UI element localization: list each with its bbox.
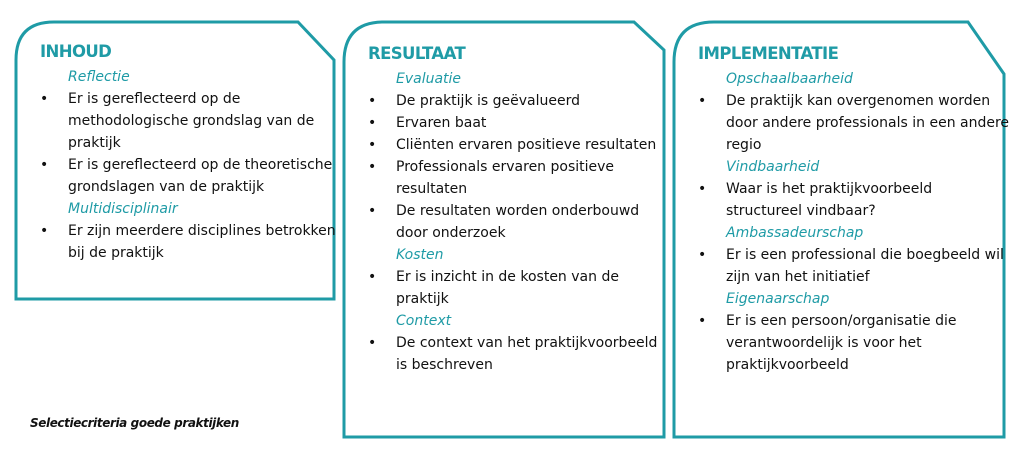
bullet-item: • Cliënten ervaren positieve resultaten <box>350 134 668 156</box>
card-inhoud <box>22 40 340 264</box>
bullet-list <box>680 90 1010 156</box>
bullet-item: • Er is inzicht in de kosten van de praktijk <box>350 266 668 310</box>
bullet-list <box>350 90 668 244</box>
bullet-item: • Er is een professional die boegbeeld wil zijn van het initiatief <box>680 244 1010 288</box>
bullet-list <box>350 332 668 376</box>
section-heading: Multidisciplinair <box>68 201 178 217</box>
card-title: IMPLEMENTATIE <box>698 44 839 63</box>
card-title: RESULTAAT <box>368 44 466 63</box>
bullet-item: • De context van het praktijkvoorbeeld is beschreven <box>350 332 668 376</box>
bullet-item: • Er is gereflecteerd op de theoretische grondslagen van de praktijk <box>22 154 340 198</box>
bullet-item: • De praktijk is geëvalueerd <box>350 90 668 112</box>
card-resultaat <box>350 42 668 376</box>
figure-caption: Selectiecriteria goede praktijken <box>30 416 239 430</box>
section-heading: Vindbaarheid <box>726 159 820 175</box>
bullet-item: • Er is gereflecteerd op de methodologische grondslag van de praktijk <box>22 88 340 154</box>
bullet-item: • Er zijn meerdere disciplines betrokken bij de praktijk <box>22 220 340 264</box>
section-heading: Evaluatie <box>396 71 462 87</box>
bullet-item: • Ervaren baat <box>350 112 668 134</box>
bullet-item: • Er is een persoon/organisatie die verantwoordelijk is voor het praktijkvoorbeeld <box>680 310 1010 376</box>
section-heading: Opschaalbaarheid <box>726 71 853 87</box>
bullet-list <box>22 88 340 198</box>
section-heading: Ambassadeurschap <box>726 225 864 241</box>
bullet-item: • Waar is het praktijkvoorbeeld structureel vindbaar? <box>680 178 1010 222</box>
bullet-item: • De resultaten worden onderbouwd door onderzoek <box>350 200 668 244</box>
card-title: INHOUD <box>40 42 112 61</box>
bullet-list <box>350 266 668 310</box>
section-heading: Kosten <box>396 247 444 263</box>
bullet-list <box>680 244 1010 288</box>
section-heading: Reflectie <box>68 69 130 85</box>
card-implementatie <box>680 42 1010 376</box>
section-heading: Context <box>396 313 452 329</box>
section-heading: Eigenaarschap <box>726 291 830 307</box>
bullet-list <box>22 220 340 264</box>
bullet-item: • Professionals ervaren positieve resultaten <box>350 156 668 200</box>
bullet-list <box>680 310 1010 376</box>
bullet-item: • De praktijk kan overgenomen worden door andere professionals in een andere regio <box>680 90 1010 156</box>
bullet-list <box>680 178 1010 222</box>
